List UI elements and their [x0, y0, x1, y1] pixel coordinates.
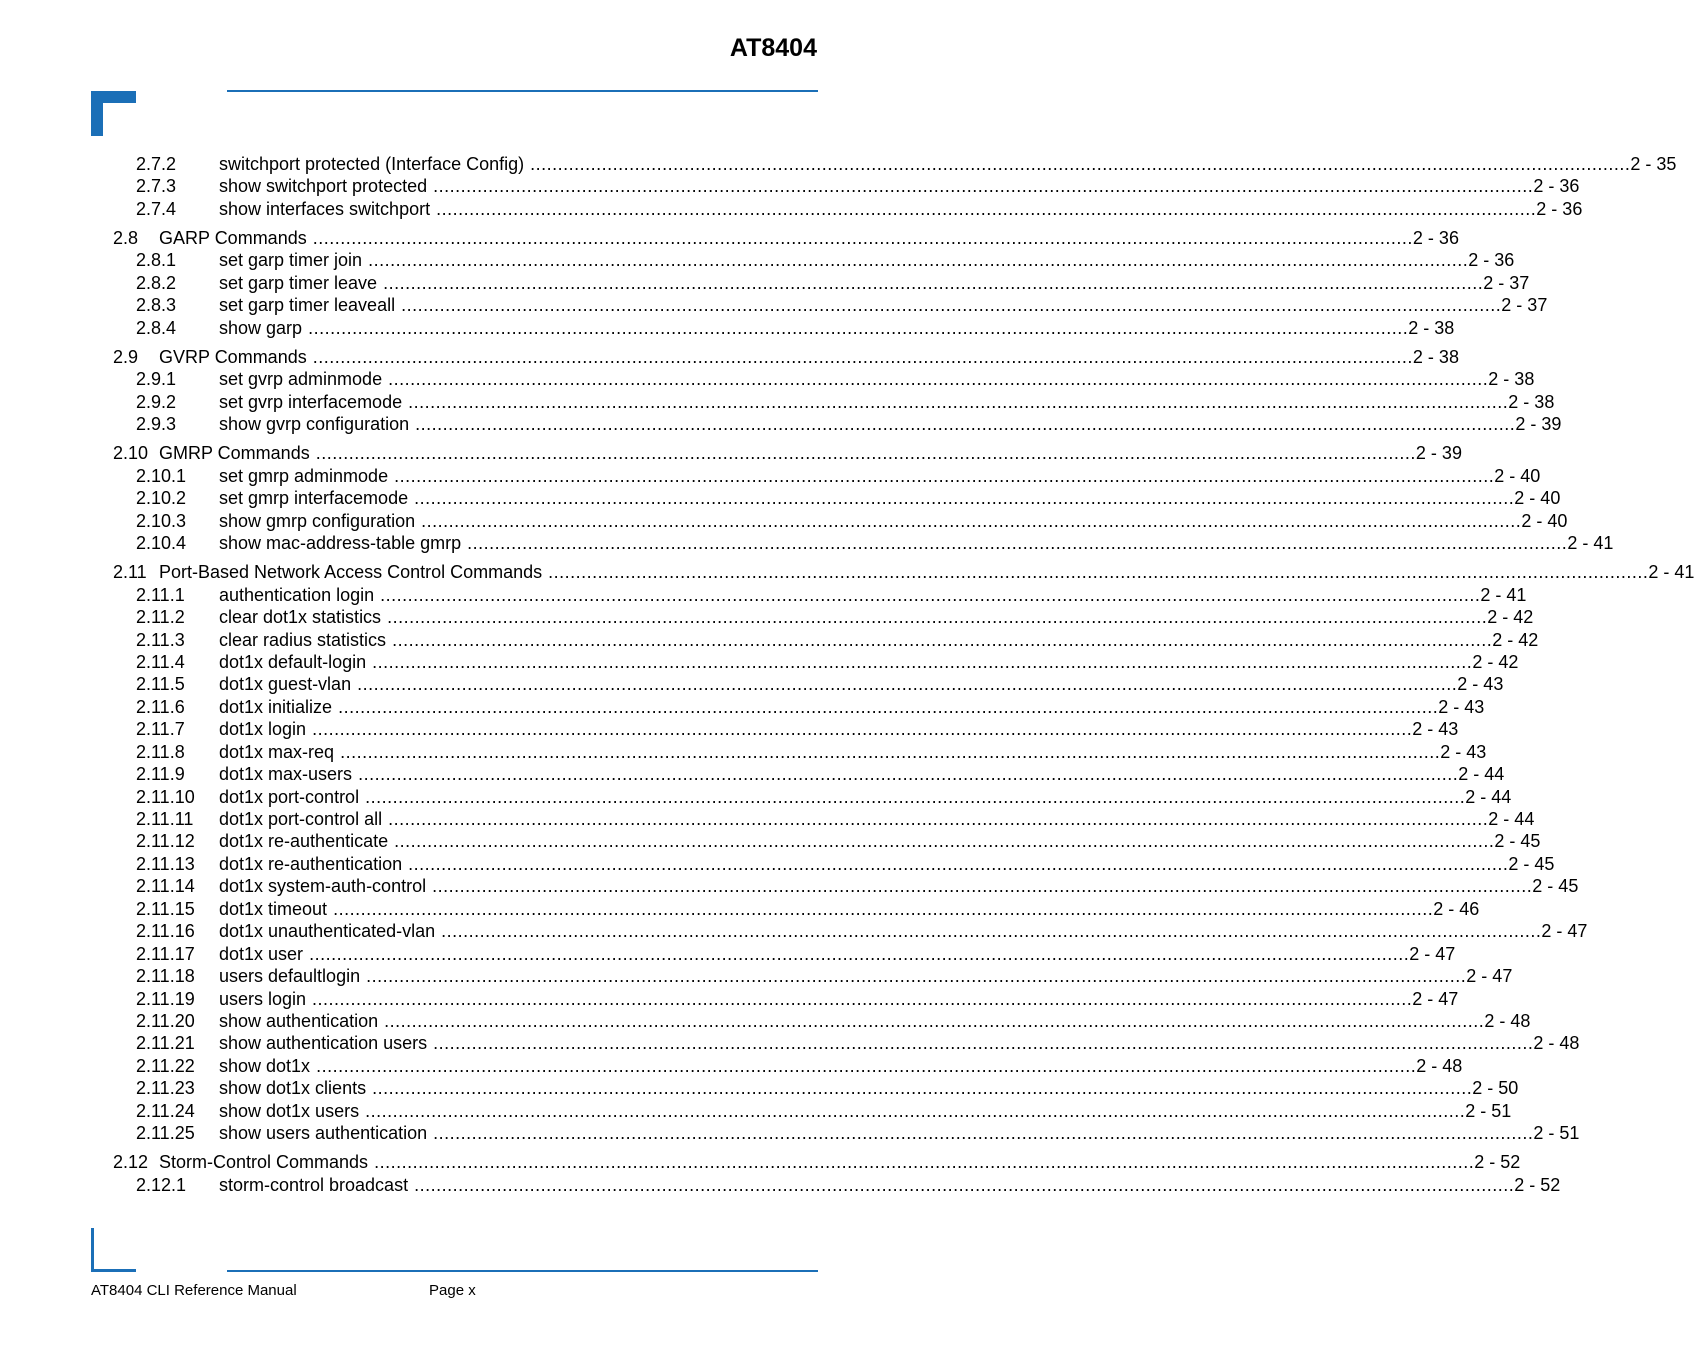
toc-entry[interactable] [0, 198, 1583, 220]
table-of-contents [0, 153, 1694, 1196]
toc-entry-label: set garp timer leaveall [219, 295, 396, 316]
toc-dot-leader: ........................................................................................................................................................................................................ [392, 629, 1493, 650]
toc-entry-label: show mac-address-table gmrp [219, 533, 462, 554]
toc-entry-number: 2.12 [113, 1152, 149, 1173]
toc-entry[interactable] [0, 875, 1579, 897]
toc-dot-leader: ........................................................................................................................................................................................................ [374, 1152, 1475, 1173]
toc-entry-page: 2 - 35 [1630, 154, 1677, 174]
toc-entry-label: show authentication [219, 1010, 379, 1031]
toc-entry[interactable] [0, 1032, 1580, 1054]
toc-entry-label: dot1x max-users [219, 764, 353, 785]
toc-entry-label: dot1x port-control all [219, 809, 383, 829]
toc-entry[interactable] [0, 629, 1539, 651]
toc-dot-leader: ........................................................................................................................................................................................................ [408, 391, 1509, 412]
toc-entry-label: switchport protected (Interface Config) [219, 154, 525, 174]
toc-entry-number: 2.7.2 [136, 154, 177, 174]
toc-entry-label: show gvrp configuration [219, 414, 410, 435]
toc-entry-page: 2 - 50 [1472, 1078, 1519, 1099]
toc-dot-leader: ........................................................................................................................................................................................................ [433, 176, 1534, 197]
toc-entry[interactable] [0, 718, 1459, 740]
toc-entry-page: 2 - 42 [1487, 607, 1534, 628]
toc-entry-number: 2.11.22 [136, 1055, 195, 1076]
toc-dot-leader: ........................................................................................................................................................................................................ [414, 1174, 1515, 1195]
toc-dot-leader: ........................................................................................................................................................................................................ [338, 696, 1439, 717]
toc-entry-label: GARP Commands [159, 228, 307, 248]
toc-entry-page: 2 - 45 [1508, 853, 1555, 874]
toc-entry-number: 2.11.3 [136, 629, 185, 650]
toc-entry-number: 2.11.12 [136, 831, 195, 852]
toc-entry-page: 2 - 45 [1494, 831, 1541, 852]
toc-entry-page: 2 - 44 [1465, 786, 1512, 807]
toc-entry[interactable] [0, 346, 1459, 368]
toc-entry[interactable] [0, 696, 1485, 718]
toc-dot-leader: ........................................................................................................................................................................................................ [548, 562, 1649, 583]
toc-entry[interactable] [0, 227, 1459, 249]
toc-entry[interactable] [0, 1151, 1521, 1173]
toc-entry-page: 2 - 47 [1412, 988, 1459, 1009]
toc-entry[interactable] [0, 510, 1568, 532]
toc-entry[interactable] [0, 898, 1480, 920]
toc-entry-page: 2 - 40 [1514, 488, 1561, 509]
toc-entry-page: 2 - 36 [1533, 176, 1580, 197]
toc-entry-page: 2 - 36 [1412, 228, 1459, 248]
toc-entry[interactable] [0, 651, 1519, 673]
toc-entry[interactable] [0, 853, 1555, 875]
toc-entry[interactable] [0, 487, 1561, 509]
toc-entry[interactable] [0, 368, 1535, 390]
toc-entry-page: 2 - 40 [1521, 510, 1568, 531]
toc-entry-page: 2 - 45 [1532, 876, 1579, 897]
toc-dot-leader: ........................................................................................................................................................................................................ [467, 533, 1568, 554]
toc-entry-page: 2 - 47 [1409, 943, 1456, 964]
toc-entry-number: 2.9.2 [136, 391, 177, 412]
toc-entry[interactable] [0, 1174, 1561, 1196]
toc-entry-label: dot1x system-auth-control [219, 876, 427, 897]
toc-entry-page: 2 - 44 [1458, 764, 1505, 785]
toc-entry-label: set gvrp interfacemode [219, 391, 403, 412]
toc-entry-number: 2.8.4 [136, 317, 177, 338]
toc-entry-page: 2 - 39 [1415, 443, 1462, 464]
toc-entry-label: storm-control broadcast [219, 1174, 409, 1195]
toc-dot-leader: ........................................................................................................................................................................................................ [421, 510, 1522, 531]
toc-entry-page: 2 - 43 [1457, 674, 1504, 695]
toc-entry-label: show users authentication [219, 1123, 428, 1144]
toc-entry-page: 2 - 38 [1412, 346, 1459, 367]
toc-entry-page: 2 - 36 [1536, 198, 1583, 219]
toc-dot-leader: ........................................................................................................................................................................................................ [415, 414, 1516, 435]
toc-entry-label: set gvrp adminmode [219, 369, 383, 390]
footer-manual-title: AT8404 CLI Reference Manual [91, 1282, 297, 1299]
toc-dot-leader: ........................................................................................................................................................................................................ [312, 228, 1413, 248]
toc-dot-leader: ........................................................................................................................................................................................................ [384, 1010, 1485, 1031]
document-title: AT8404 [729, 34, 817, 62]
corner-mark-top [91, 91, 136, 136]
toc-entry-page: 2 - 47 [1466, 966, 1513, 987]
toc-entry-page: 2 - 42 [1492, 629, 1539, 650]
toc-entry-number: 2.11 [113, 562, 147, 583]
toc-entry-page: 2 - 37 [1501, 295, 1548, 316]
toc-entry-page: 2 - 43 [1438, 696, 1485, 717]
toc-entry-page: 2 - 48 [1484, 1010, 1531, 1031]
toc-entry-number: 2.11.11 [136, 809, 194, 829]
toc-entry[interactable] [0, 317, 1455, 339]
toc-entry[interactable] [0, 561, 1694, 583]
toc-entry-label: dot1x user [219, 943, 304, 964]
toc-entry-label: show dot1x [219, 1055, 311, 1076]
footer-rule [227, 1270, 818, 1272]
toc-entry-label: dot1x port-control [219, 786, 360, 807]
toc-entry[interactable] [0, 1077, 1519, 1099]
toc-entry[interactable] [0, 1010, 1531, 1032]
toc-entry-label: dot1x initialize [219, 696, 333, 717]
toc-entry-page: 2 - 48 [1533, 1033, 1580, 1054]
toc-entry-page: 2 - 47 [1541, 921, 1588, 942]
toc-entry-page: 2 - 36 [1468, 250, 1515, 271]
toc-entry[interactable] [0, 1122, 1580, 1144]
toc-dot-leader: ........................................................................................................................................................................................................ [372, 651, 1473, 672]
toc-dot-leader: ........................................................................................................................................................................................................ [333, 898, 1434, 919]
toc-dot-leader: ........................................................................................................................................................................................................ [401, 295, 1502, 316]
toc-entry-page: 2 - 38 [1408, 317, 1455, 338]
toc-entry-page: 2 - 52 [1474, 1152, 1521, 1173]
toc-entry[interactable] [0, 741, 1487, 763]
toc-dot-leader: ........................................................................................................................................................................................................ [312, 346, 1413, 367]
toc-entry-page: 2 - 38 [1488, 369, 1535, 390]
toc-entry-label: authentication login [219, 584, 375, 605]
toc-dot-leader: ........................................................................................................................................................................................................ [358, 764, 1459, 785]
toc-dot-leader: ........................................................................................................................................................................................................ [394, 831, 1495, 852]
toc-entry-number: 2.11.2 [136, 607, 185, 628]
toc-entry-number: 2.10.1 [136, 465, 187, 486]
toc-entry-number: 2.10 [113, 443, 149, 464]
toc-entry-label: users login [219, 988, 307, 1009]
toc-dot-leader: ........................................................................................................................................................................................................ [433, 1033, 1534, 1054]
toc-dot-leader: ........................................................................................................................................................................................................ [380, 584, 1481, 605]
toc-dot-leader: ........................................................................................................................................................................................................ [365, 1100, 1466, 1121]
toc-dot-leader: ........................................................................................................................................................................................................ [388, 809, 1489, 829]
toc-entry-number: 2.11.4 [136, 651, 185, 672]
toc-entry-page: 2 - 41 [1648, 562, 1694, 583]
toc-entry-page: 2 - 48 [1416, 1055, 1463, 1076]
toc-dot-leader: ........................................................................................................................................................................................................ [441, 921, 1542, 942]
toc-entry-number: 2.11.23 [136, 1078, 195, 1099]
toc-entry[interactable] [0, 249, 1515, 271]
toc-entry-label: dot1x timeout [219, 898, 328, 919]
toc-entry[interactable] [0, 988, 1459, 1010]
toc-entry-label: clear radius statistics [219, 629, 387, 650]
toc-entry-page: 2 - 51 [1533, 1123, 1580, 1144]
toc-entry[interactable] [0, 965, 1513, 987]
toc-entry-number: 2.11.8 [136, 741, 185, 762]
toc-dot-leader: ........................................................................................................................................................................................................ [414, 488, 1515, 509]
toc-entry-number: 2.11.16 [136, 921, 195, 942]
toc-entry-label: dot1x re-authentication [219, 853, 403, 874]
toc-entry-page: 2 - 52 [1514, 1174, 1561, 1195]
toc-entry-number: 2.9.1 [136, 369, 177, 390]
toc-entry-number: 2.8.2 [136, 272, 177, 293]
toc-entry-label: dot1x max-req [219, 741, 335, 762]
toc-entry-number: 2.10.2 [136, 488, 187, 509]
toc-entry-number: 2.11.6 [136, 696, 185, 717]
toc-entry[interactable] [0, 920, 1588, 942]
toc-entry-number: 2.11.18 [136, 966, 195, 987]
toc-entry-number: 2.11.14 [136, 876, 195, 897]
toc-entry[interactable] [0, 584, 1527, 606]
toc-entry-page: 2 - 40 [1494, 465, 1541, 486]
toc-entry-number: 2.11.10 [136, 786, 195, 807]
toc-entry-page: 2 - 42 [1472, 651, 1519, 672]
toc-entry-number: 2.11.21 [136, 1033, 195, 1054]
toc-entry[interactable] [0, 606, 1534, 628]
toc-dot-leader: ........................................................................................................................................................................................................ [312, 988, 1413, 1009]
toc-entry-page: 2 - 41 [1480, 584, 1527, 605]
toc-dot-leader: ........................................................................................................................................................................................................ [366, 966, 1467, 987]
toc-entry[interactable] [0, 1055, 1463, 1077]
toc-entry-label: Storm-Control Commands [159, 1152, 369, 1173]
toc-entry[interactable] [0, 1100, 1512, 1122]
toc-entry-label: show dot1x clients [219, 1078, 367, 1099]
toc-entry[interactable] [0, 391, 1555, 413]
toc-entry-label: dot1x login [219, 719, 307, 740]
toc-entry[interactable] [0, 830, 1541, 852]
toc-entry-page: 2 - 39 [1515, 414, 1562, 435]
toc-dot-leader: ........................................................................................................................................................................................................ [394, 465, 1495, 486]
toc-dot-leader: ........................................................................................................................................................................................................ [316, 1055, 1417, 1076]
toc-dot-leader: ........................................................................................................................................................................................................ [387, 607, 1488, 628]
toc-dot-leader: ........................................................................................................................................................................................................ [365, 786, 1466, 807]
toc-entry-number: 2.7.4 [136, 198, 177, 219]
toc-entry-number: 2.11.24 [136, 1100, 195, 1121]
toc-entry-number: 2.11.9 [136, 764, 185, 785]
toc-dot-leader: ........................................................................................................................................................................................................ [408, 853, 1509, 874]
toc-entry-number: 2.10.4 [136, 533, 187, 554]
toc-entry-number: 2.8 [113, 228, 139, 248]
toc-entry[interactable] [0, 294, 1548, 316]
toc-entry-page: 2 - 38 [1508, 391, 1555, 412]
toc-dot-leader: ........................................................................................................................................................................................................ [530, 154, 1631, 174]
toc-entry-number: 2.11.5 [136, 674, 185, 695]
toc-entry[interactable] [0, 175, 1580, 197]
toc-entry-label: set garp timer leave [219, 272, 378, 293]
toc-entry-label: show dot1x users [219, 1100, 360, 1121]
toc-entry-label: GMRP Commands [159, 443, 310, 464]
toc-entry[interactable] [0, 442, 1462, 464]
toc-entry-page: 2 - 37 [1483, 272, 1530, 293]
toc-entry-label: Port-Based Network Access Control Commands [159, 562, 543, 583]
toc-dot-leader: ........................................................................................................................................................................................................ [340, 741, 1441, 762]
toc-dot-leader: ........................................................................................................................................................................................................ [388, 369, 1489, 390]
toc-entry-page: 2 - 44 [1488, 809, 1535, 829]
toc-entry[interactable] [0, 786, 1512, 808]
toc-entry-number: 2.11.25 [136, 1123, 195, 1144]
toc-entry-number: 2.11.19 [136, 988, 195, 1009]
toc-entry-label: show authentication users [219, 1033, 428, 1054]
toc-entry-page: 2 - 51 [1465, 1100, 1512, 1121]
toc-entry-number: 2.12.1 [136, 1174, 187, 1195]
toc-entry-label: dot1x default-login [219, 651, 367, 672]
toc-entry-label: clear dot1x statistics [219, 607, 382, 628]
toc-entry-number: 2.11.1 [136, 584, 185, 605]
toc-entry-label: show interfaces switchport [219, 198, 431, 219]
toc-entry[interactable] [0, 465, 1541, 487]
toc-dot-leader: ........................................................................................................................................................................................................ [372, 1078, 1473, 1099]
toc-dot-leader: ........................................................................................................................................................................................................ [368, 250, 1469, 271]
toc-entry-number: 2.11.17 [136, 943, 195, 964]
toc-entry-label: set gmrp interfacemode [219, 488, 409, 509]
toc-entry[interactable] [0, 532, 1614, 554]
footer-page-number: Page x [429, 1282, 476, 1299]
toc-dot-leader: ........................................................................................................................................................................................................ [383, 272, 1484, 293]
toc-entry-label: show garp [219, 317, 303, 338]
toc-dot-leader: ........................................................................................................................................................................................................ [308, 317, 1409, 338]
corner-mark-bottom [91, 1228, 136, 1272]
toc-entry-label: set gmrp adminmode [219, 465, 389, 486]
toc-entry-label: set garp timer join [219, 250, 363, 271]
toc-entry-number: 2.11.15 [136, 898, 195, 919]
toc-entry-page: 2 - 43 [1440, 741, 1487, 762]
toc-entry-number: 2.8.3 [136, 295, 177, 316]
toc-entry-page: 2 - 43 [1412, 719, 1459, 740]
toc-entry-label: users defaultlogin [219, 966, 361, 987]
toc-entry-page: 2 - 46 [1433, 898, 1480, 919]
toc-entry[interactable] [0, 673, 1504, 695]
toc-entry-number: 2.9.3 [136, 414, 177, 435]
toc-dot-leader: ........................................................................................................................................................................................................ [357, 674, 1458, 695]
toc-entry-number: 2.8.1 [136, 250, 177, 271]
toc-entry[interactable] [0, 808, 1535, 830]
toc-entry-number: 2.7.3 [136, 176, 177, 197]
toc-dot-leader: ........................................................................................................................................................................................................ [312, 719, 1413, 740]
toc-entry-number: 2.9 [113, 346, 139, 367]
toc-entry-number: 2.11.7 [136, 719, 185, 740]
toc-entry-label: show switchport protected [219, 176, 428, 197]
toc-entry[interactable] [0, 272, 1530, 294]
toc-entry[interactable] [0, 943, 1456, 965]
toc-entry-number: 2.10.3 [136, 510, 187, 531]
toc-entry-number: 2.11.20 [136, 1010, 195, 1031]
toc-dot-leader: ........................................................................................................................................................................................................ [433, 1123, 1534, 1144]
toc-entry-number: 2.11.13 [136, 853, 195, 874]
toc-entry-label: dot1x re-authenticate [219, 831, 389, 852]
toc-entry-label: dot1x unauthenticated-vlan [219, 921, 436, 942]
toc-entry-label: GVRP Commands [159, 346, 307, 367]
toc-dot-leader: ........................................................................................................................................................................................................ [432, 876, 1533, 897]
toc-dot-leader: ........................................................................................................................................................................................................ [309, 943, 1410, 964]
toc-entry[interactable] [0, 763, 1505, 785]
toc-entry[interactable] [0, 153, 1677, 175]
toc-entry[interactable] [0, 413, 1562, 435]
toc-entry-label: show gmrp configuration [219, 510, 416, 531]
header-rule [227, 90, 818, 92]
toc-entry-label: dot1x guest-vlan [219, 674, 352, 695]
toc-dot-leader: ........................................................................................................................................................................................................ [315, 443, 1416, 464]
toc-entry-page: 2 - 41 [1567, 533, 1614, 554]
toc-dot-leader: ........................................................................................................................................................................................................ [436, 198, 1537, 219]
